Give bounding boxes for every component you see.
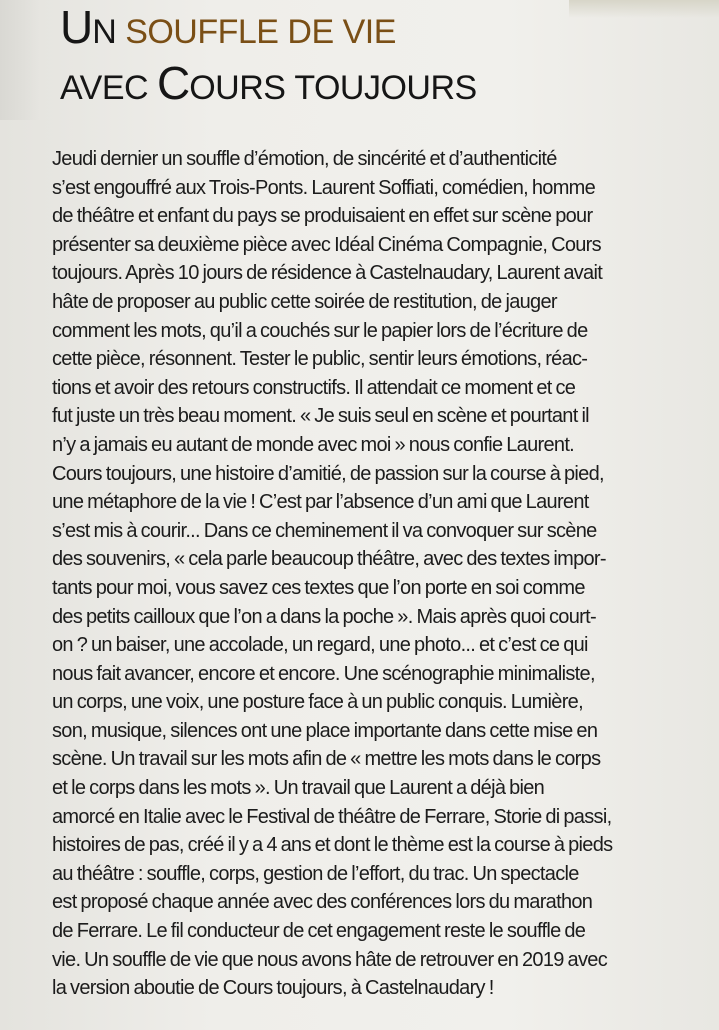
article-line: Cours toujours, une histoire d’amitié, de passion sur la course à pied, [52,462,604,485]
article-line: on ? un baiser, une accolade, un regard, une photo... et c’est ce qui [52,634,588,657]
headline-initial-c: C [156,57,190,109]
article-line: toujours. Après 10 jours de résidence à Castelnaudary, Laurent avait [52,262,603,285]
article-line: s’est mis à courir... Dans ce cheminement il va convoquer sur scène [52,519,597,542]
headline-word-toujours: TOUJOURS [294,69,477,107]
article-line: des petits cailloux que l’on a dans la poche ». Mais après quoi court- [52,605,596,628]
article-line: tants pour moi, vous savez ces textes que l’on porte en soi comme [52,576,585,599]
headline-word-un-rest: N [92,13,117,51]
article-line: son, musique, silences ont une place importante dans cette mise en [52,719,598,742]
article-line: Jeudi dernier un souffle d’émotion, de sincérité et d’authenticité [52,148,557,170]
article-headline [60,1,700,116]
article-line: histoires de pas, créé il y a 4 ans et dont le thème est la course à pieds [52,834,613,857]
article-line: hâte de proposer au public cette soirée de restitution, de jauger [52,290,557,313]
article-line: s’est engouffré aux Trois-Ponts. Laurent Soffiati, comédien, homme [52,176,596,199]
article-line: présenter sa deuxième pièce avec Idéal Cinéma Compagnie, Cours [52,233,601,256]
headline-line-1 [60,1,700,60]
headline-word-ours: OURS [189,69,286,107]
article-line: des souvenirs, « cela parle beaucoup théâtre, avec des textes impor- [52,548,606,571]
headline-word-avec: AVEC [60,69,149,107]
article-line: un corps, une voix, une posture face à un public conquis. Lumière, [52,691,583,714]
article-line: une métaphore de la vie ! C’est par l’absence d’un ami que Laurent [52,491,589,514]
article-line: comment les mots, qu’il a couchés sur le papier lors de l’écriture de [52,319,588,342]
article-line: fut juste un très beau moment. « Je suis seul en scène et pourtant il [52,405,589,428]
article-line: de théâtre et enfant du pays se produisaient en effet sur scène pour [52,205,593,228]
article-line: est proposé chaque année avec des conférences lors du marathon [52,891,593,914]
article-line: et le corps dans les mots ». Un travail que Laurent a déjà bien [52,777,545,800]
article-line: cette pièce, résonnent. Tester le public, sentir leurs émotions, réac- [52,348,588,371]
article-line: n’y a jamais eu autant de monde avec moi » nous confie Laurent. [52,433,575,456]
headline-line-2 [60,57,700,116]
page-edge-shadow [0,0,40,120]
headline-accent-souffle-de-vie: SOUFFLE DE VIE [125,13,396,51]
article-line: tions et avoir des retours constructifs. Il attendait ce moment et ce [52,376,576,399]
article-line: vie. Un souffle de vie que nous avons hâte de retrouver en 2019 avec [52,948,607,971]
article-line: scène. Un travail sur les mots afin de « mettre les mots dans le corps [52,748,601,771]
article-line: amorcé en Italie avec le Festival de théâtre de Ferrare, Storie di passi, [52,805,612,828]
article-line: nous fait avancer, encore et encore. Une scénographie minimaliste, [52,662,595,685]
article-line: de Ferrare. Le fil conducteur de cet engagement reste le souffle de [52,920,586,943]
article-line: au théâtre : souffle, corps, gestion de l’effort, du trac. Un spectacle [52,862,579,885]
article-body [52,145,712,1003]
article-line: la version aboutie de Cours toujours, à Castelnaudary ! [52,977,494,1000]
headline-initial-u: U [60,1,93,53]
